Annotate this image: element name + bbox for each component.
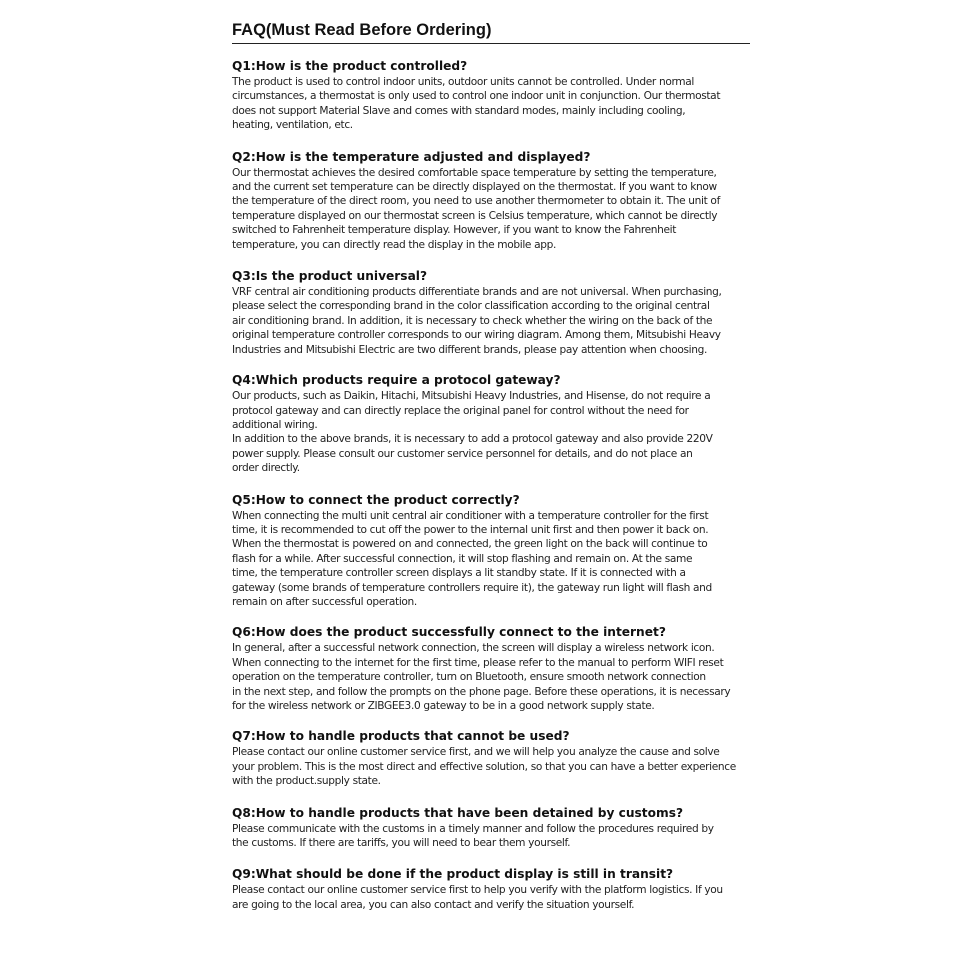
faq-answer [232,641,750,713]
answer-line: protocol gateway and can directly replace the original panel for control without the need for [232,404,689,417]
answer-line: operation on the temperature controller, turn on Bluetooth, ensure smooth network connection [232,671,706,684]
faq-item-q2 [232,149,750,252]
answer-line: In general, after a successful network connection, the screen will display a wireless network icon. [232,642,715,655]
answer-line: time, it is recommended to cut off the power to the internal unit first and then power it back on. [232,523,709,536]
faq-question: Q3:Is the product universal? [232,269,428,284]
answer-line: Our products, such as Daikin, Hitachi, Mitsubishi Heavy Industries, and Hisense, do not require a [232,390,711,403]
answer-line: please select the corresponding brand in the color classification according to the original central [232,300,710,313]
answer-line: with the product.supply state. [232,775,381,788]
faq-document [232,19,750,912]
page-title: FAQ(Must Read Before Ordering) [232,19,750,44]
faq-answer [232,509,750,610]
faq-question: Q9:What should be done if the product display is still in transit? [232,867,674,882]
answer-line: the temperature of the direct room, you need to use another thermometer to obtain it. The unit of [232,195,720,208]
answer-line: are going to the local area, you can also contact and verify the situation yourself. [232,898,635,911]
answer-line: power supply. Please consult our customer service personnel for details, and do not place an [232,447,693,460]
answer-line: your problem. This is the most direct and effective solution, so that you can have a better experience [232,760,736,773]
answer-line: does not support Material Slave and comes with standard modes, mainly including cooling, [232,104,686,117]
answer-line: order directly. [232,462,300,475]
faq-question: Q1:How is the product controlled? [232,59,468,73]
answer-line: In addition to the above brands, it is necessary to add a protocol gateway and also provide 220V [232,433,713,446]
faq-answer [232,75,750,133]
faq-answer [232,389,750,475]
answer-line: in the next step, and follow the prompts on the phone page. Before these operations, it is necessary [232,685,731,698]
answer-line: Please communicate with the customs in a timely manner and follow the procedures required by [232,822,714,835]
answer-line: When connecting to the internet for the first time, please refer to the manual to perform WIFI reset [232,656,724,669]
faq-item-q3 [232,268,750,357]
answer-line: When the thermostat is powered on and connected, the green light on the back will continue to [232,538,708,551]
faq-item-q8 [232,805,750,851]
faq-question: Q7:How to handle products that cannot be used? [232,729,570,744]
answer-line: air conditioning brand. In addition, it is necessary to check whether the wiring on the back of the [232,314,713,327]
faq-question: Q6:How does the product successfully connect to the internet? [232,625,666,640]
faq-answer [232,822,750,851]
faq-answer [232,166,750,252]
answer-line: additional wiring. [232,418,318,431]
answer-line: original temperature controller corresponds to our wiring diagram. Among them, Mitsubishi Heavy [232,329,721,342]
faq-answer [232,285,750,357]
answer-line: time, the temperature controller screen displays a lit standby state. If it is connected with a [232,567,686,580]
answer-line: for the wireless network or ZIBGEE3.0 gateway to be in a good network supply state. [232,700,655,712]
answer-line: the customs. If there are tariffs, you will need to bear them yourself. [232,837,571,850]
answer-line: Please contact our online customer service first to help you verify with the platform logistics. If you [232,884,723,897]
answer-line: flash for a while. After successful connection, it will stop flashing and remain on. At the same [232,552,693,565]
answer-line: Industries and Mitsubishi Electric are two different brands, please pay attention when choosing. [232,343,707,356]
answer-line: circumstances, a thermostat is only used to control one indoor unit in conjunction. Our thermostat [232,90,721,103]
answer-line: remain on after successful operation. [232,595,417,608]
faq-item-q9 [232,866,750,912]
answer-line: switched to Fahrenheit temperature display. However, if you want to know the Fahrenheit [232,224,677,237]
faq-answer [232,883,750,912]
answer-line: Please contact our online customer service first, and we will help you analyze the cause and solve [232,746,720,759]
faq-item-q1 [232,58,750,133]
answer-line: When connecting the multi unit central air conditioner with a temperature controller for the first [232,509,709,522]
answer-line: heating, ventilation, etc. [232,119,353,132]
answer-line: VRF central air conditioning products differentiate brands and are not universal. When purchasing, [232,286,722,299]
answer-line: The product is used to control indoor units, outdoor units cannot be controlled. Under normal [232,76,694,88]
faq-question: Q2:How is the temperature adjusted and displayed? [232,149,591,164]
faq-item-q4 [232,372,750,475]
answer-line: temperature, you can directly read the display in the mobile app. [232,238,557,251]
faq-item-q6 [232,624,750,713]
answer-line: temperature displayed on our thermostat screen is Celsius temperature, which cannot be directly [232,209,718,222]
faq-question: Q5:How to connect the product correctly? [232,492,520,507]
answer-line: gateway (some brands of temperature controllers require it), the gateway run light will flash and [232,581,712,594]
faq-question: Q8:How to handle products that have been detained by customs? [232,805,684,820]
faq-question: Q4:Which products require a protocol gateway? [232,373,561,388]
answer-line: and the current set temperature can be directly displayed on the thermostat. If you want to know [232,181,717,194]
faq-answer [232,745,750,788]
faq-item-q7 [232,728,750,788]
answer-line: Our thermostat achieves the desired comfortable space temperature by setting the temperature, [232,166,717,179]
faq-item-q5 [232,492,750,610]
